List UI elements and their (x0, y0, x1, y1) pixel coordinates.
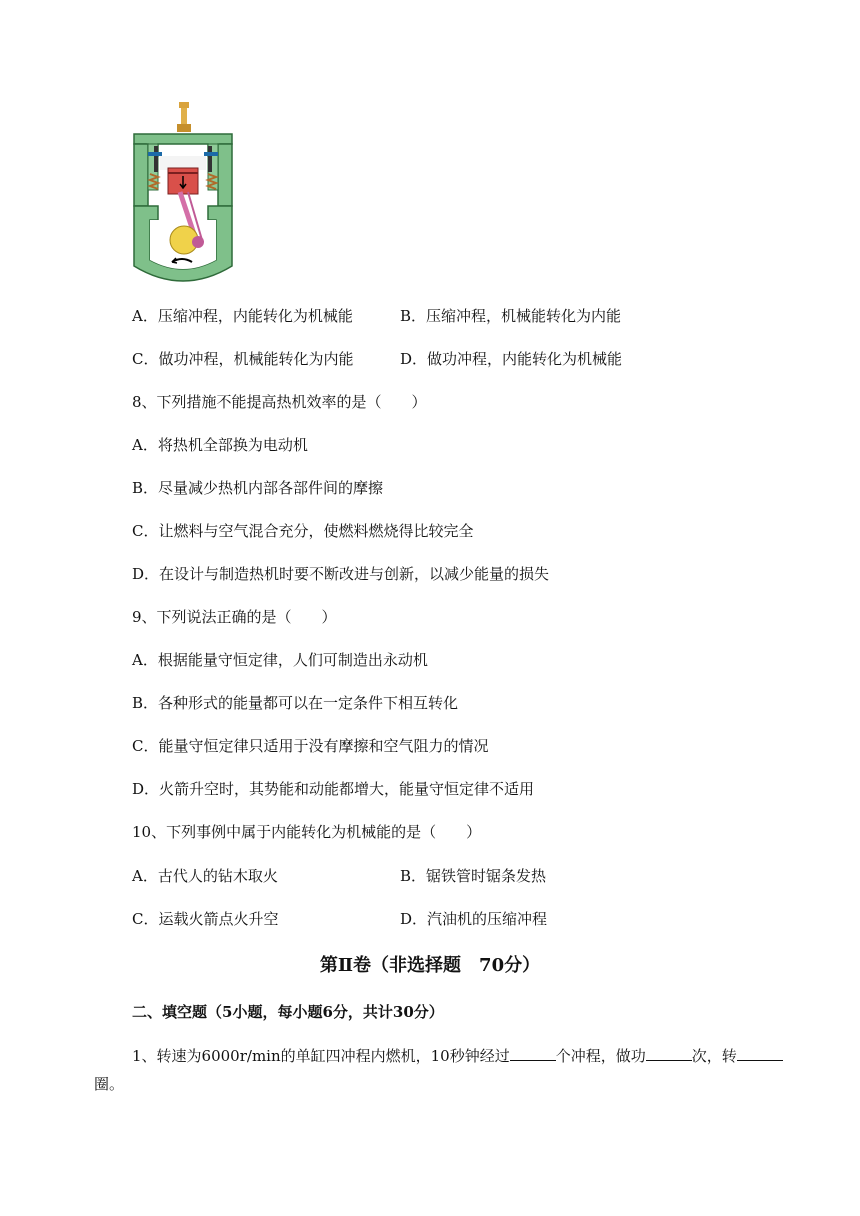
q7-option-d: D．做功冲程，内能转化为机械能 (400, 350, 623, 368)
q9-option-a: A．根据能量守恒定律，人们可制造出永动机 (132, 651, 428, 669)
q10-option-c: C．运载火箭点火升空 (132, 910, 279, 928)
q10-option-a: A．古代人的钻木取火 (132, 867, 278, 885)
q8-option-c: C．让燃料与空气混合充分，使燃料燃烧得比较完全 (132, 522, 474, 540)
answer-blank-1 (510, 1045, 556, 1061)
fill1-text-3: 次，转 (691, 1047, 737, 1065)
section-title: 二、填空题（5小题，每小题6分，共计30分） (132, 1003, 444, 1021)
q8-stem: 8、下列措施不能提高热机效率的是（ ） (132, 393, 427, 411)
q8-option-a: A．将热机全部换为电动机 (132, 436, 308, 454)
answer-blank-2 (646, 1045, 692, 1061)
part2-title: 第Ⅱ卷（非选择题 70分） (319, 955, 541, 976)
fill1-text-2: 个冲程，做功 (555, 1047, 646, 1065)
engine-diagram (128, 100, 238, 282)
q9-option-c: C．能量守恒定律只适用于没有摩擦和空气阻力的情况 (132, 737, 489, 755)
q7-option-c: C．做功冲程，机械能转化为内能 (132, 350, 354, 368)
q9-option-b: B．各种形式的能量都可以在一定条件下相互转化 (132, 694, 459, 712)
fill1-text-4: 圈。 (94, 1075, 125, 1093)
q7-option-a: A．压缩冲程，内能转化为机械能 (132, 307, 353, 325)
q10-option-d: D．汽油机的压缩冲程 (400, 910, 548, 928)
q8-option-b: B．尽量减少热机内部各部件间的摩擦 (132, 479, 384, 497)
answer-blank-3 (737, 1045, 783, 1061)
q7-option-b: B．压缩冲程，机械能转化为内能 (400, 307, 622, 325)
fill1-text-1: 1、转速为6000r/min的单缸四冲程内燃机，10秒钟经过 (132, 1047, 510, 1065)
q9-stem: 9、下列说法正确的是（ ） (132, 608, 337, 626)
fill-question-1 (94, 1042, 806, 1098)
q8-option-d: D．在设计与制造热机时要不断改进与创新，以减少能量的损失 (132, 565, 550, 583)
q10-option-b: B．锯铁管时锯条发热 (400, 867, 547, 885)
q9-option-d: D．火箭升空时，其势能和动能都增大，能量守恒定律不适用 (132, 780, 535, 798)
q10-stem: 10、下列事例中属于内能转化为机械能的是（ ） (132, 823, 482, 841)
